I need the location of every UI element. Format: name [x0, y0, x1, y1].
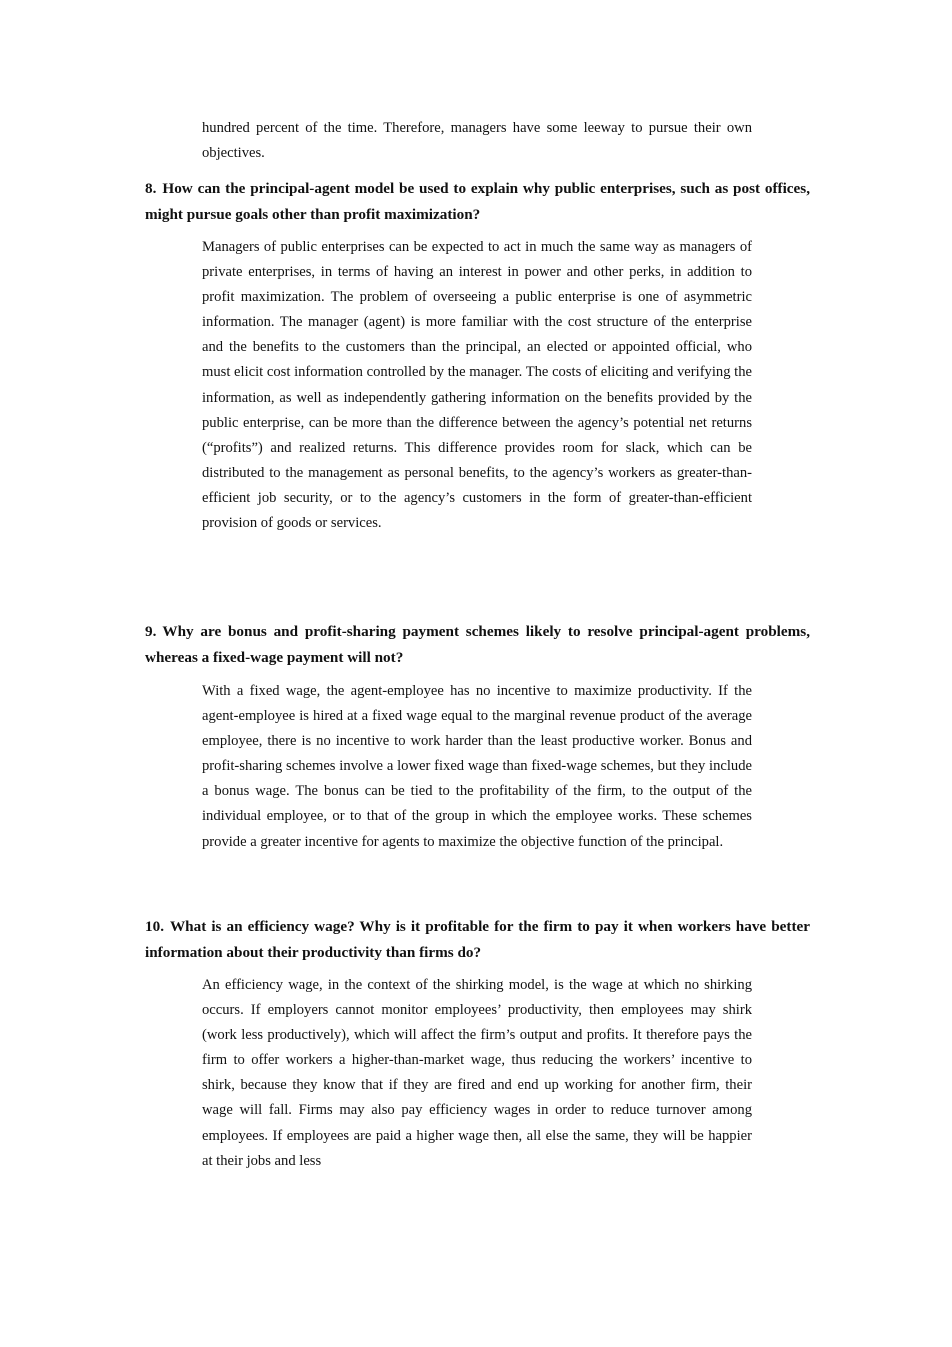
question-text: Why are bonus and profit-sharing payment schemes likely to resolve principal-agent problems, whereas a fixed-wage payment will not? — [145, 623, 810, 666]
question-number: 9. — [145, 623, 157, 640]
answer-10: An efficiency wage, in the context of the shirking model, is the wage at which no shirking occurs. If employers cannot monitor employees’ productivity, then employees may shirk (work less productively), which will affect the firm’s output and profits. It therefore pays the firm to offer workers a higher-than-market wage, thus reducing the workers’ incentive to shirk, because they know that if they are fired and end up working for another firm, their wage will fall. Firms may also pay efficiency wages in order to reduce turnover among employees. If employees are paid a higher wage then, all else the same, they will be happier at their jobs and less — [202, 977, 752, 1169]
question-number: 10. — [145, 918, 164, 935]
question-text: What is an efficiency wage? Why is it profitable for the firm to pay it when workers have better information about their productivity than firms do? — [145, 918, 810, 961]
question-10 — [145, 914, 810, 965]
answer-9: With a fixed wage, the agent-employee has no incentive to maximize productivity. If the agent-employee is hired at a fixed wage equal to the marginal revenue product of the average employee, there is no incentive to work harder than the least productive worker. Bonus and profit-sharing schemes involve a lower fixed wage than fixed-wage schemes, but they include a bonus wage. The bonus can be tied to the profitability of the firm, to the output of the individual employee, or to that of the group in which the employee works. These schemes provide a greater incentive for agents to maximize the objective function of the principal. — [202, 683, 752, 850]
question-number: 8. — [145, 180, 157, 197]
question-8 — [145, 176, 810, 227]
question-9 — [145, 619, 810, 670]
continuation-paragraph: hundred percent of the time. Therefore, managers have some leeway to pursue their own objectives. — [202, 120, 752, 162]
question-text: How can the principal-agent model be used to explain why public enterprises, such as post offices, might pursue goals other than profit maximization? — [145, 180, 810, 223]
answer-8: Managers of public enterprises can be expected to act in much the same way as managers of private enterprises, in terms of having an interest in power and other perks, in addition to profit maximization. The problem of overseeing a public enterprise is one of asymmetric information. The manager (agent) is more familiar with the cost structure of the enterprise and the benefits to the customers than the principal, an elected or appointed official, who must elicit cost information controlled by the manager. The costs of eliciting and verifying the information, as well as independently gathering information on the benefits provided by the public enterprise, can be more than the difference between the agency’s potential net returns (“profits”) and realized returns. This difference provides room for slack, which can be distributed to the management as personal benefits, to the agency’s workers as greater-than-efficient job security, or to the agency’s customers in the form of greater-than-efficient provision of goods or services. — [202, 239, 752, 532]
